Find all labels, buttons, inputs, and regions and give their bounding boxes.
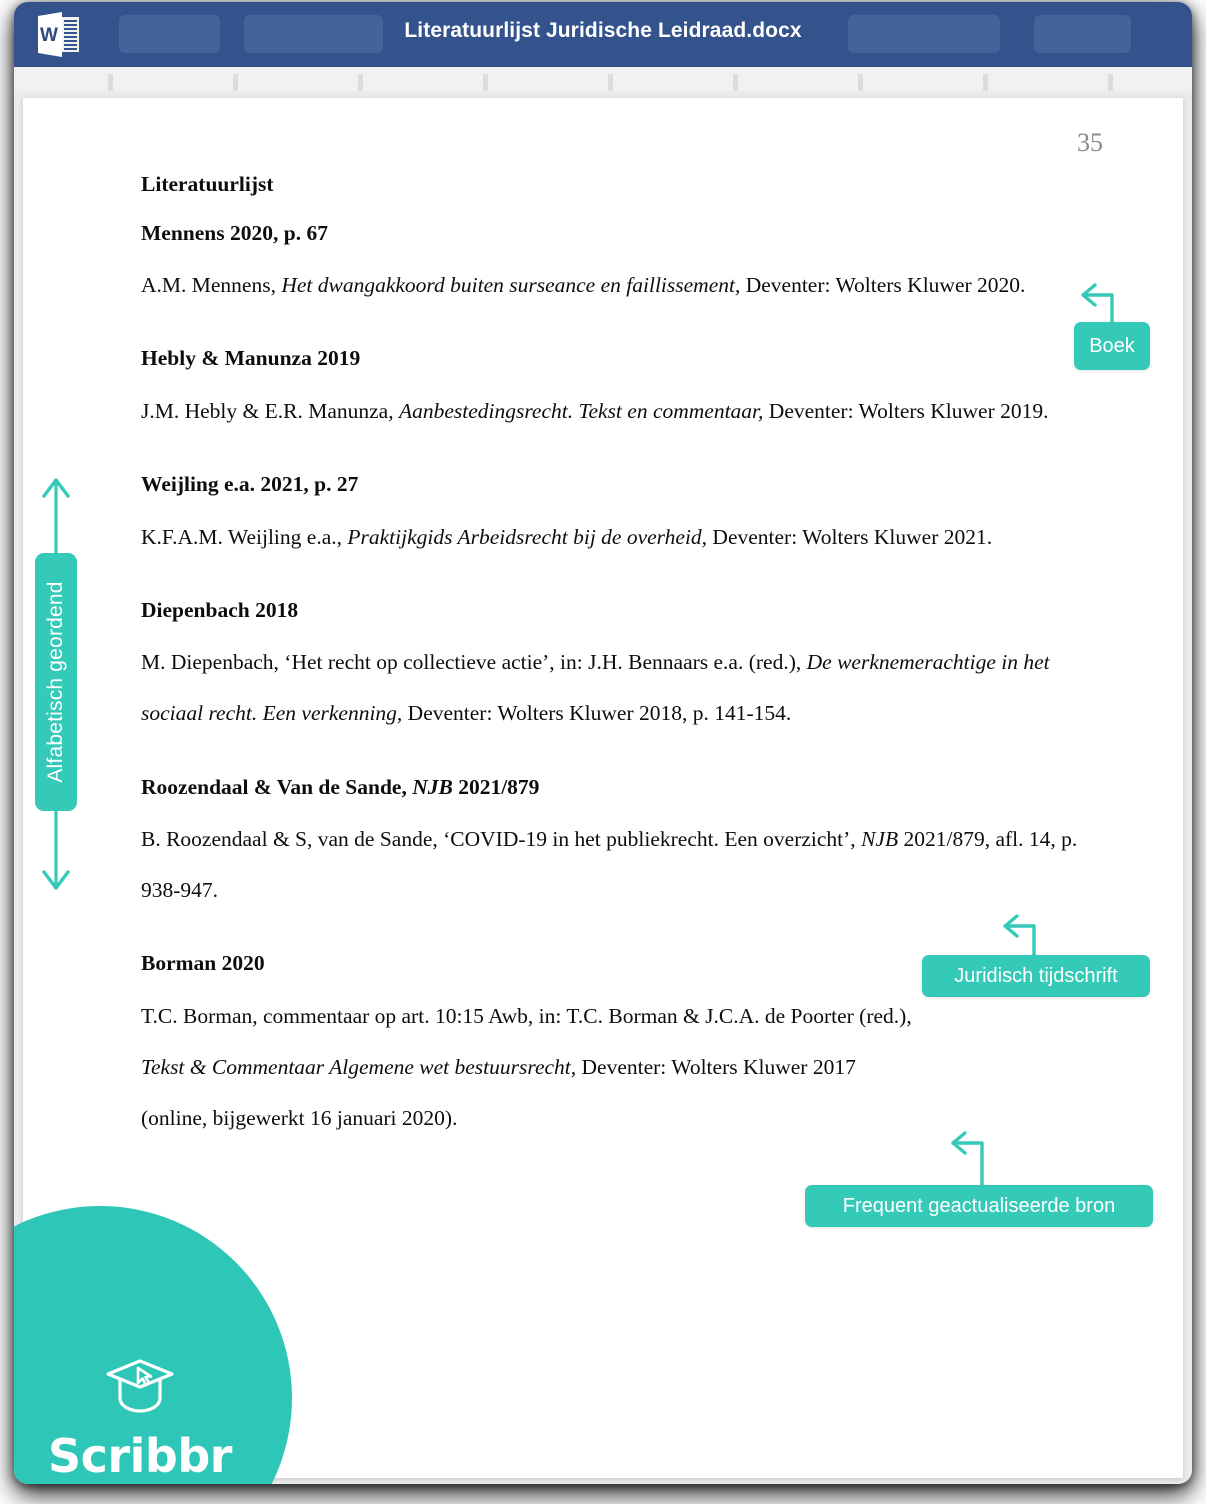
entry-title: Roozendaal & Van de Sande, NJB 2021/879: [141, 774, 540, 799]
word-application-window: [14, 2, 1192, 1484]
section-heading: Literatuurlijst: [141, 172, 274, 196]
toolbar-placeholder-2[interactable]: [244, 15, 383, 53]
badge-boek: [1074, 322, 1150, 370]
bibliography-entry: [141, 222, 1116, 312]
entry-text: T.C. Borman, commentaar op art. 10:15 Awb, in: T.C. Borman & J.C.A. de Poorter (red.), Tekst & Commentaar Algemene wet bestuursrecht, Deventer: Wolters Kluwer 2017 (online, bijgewerkt 16 januari 2020).: [141, 1003, 912, 1131]
ruler-tick: [608, 74, 613, 91]
entry-title: Weijling e.a. 2021, p. 27: [141, 471, 359, 496]
juridisch-tijdschrift-callout-arrow: [1000, 913, 1056, 961]
bibliography-entry: [141, 347, 1116, 437]
toolbar-placeholder-1[interactable]: [119, 15, 220, 53]
entry-text: M. Diepenbach, ‘Het recht op collectieve actie’, in: J.H. Bennaars e.a. (red.), De werknemerachtige in het sociaal recht. Een verkenning, Deventer: Wolters Kluwer 2018, p. 141-154.: [141, 650, 1050, 726]
entry-text: B. Roozendaal & S, van de Sande, ‘COVID-19 in het publiekrecht. Een overzicht’, NJB 2021/879, afl. 14, p. 938-947.: [141, 827, 1078, 903]
ruler-tick: [733, 74, 738, 91]
ruler-tick: [983, 74, 988, 91]
bibliography-entry: [141, 473, 1116, 563]
scribbr-logo-inner: [40, 1356, 240, 1483]
ruler-tick: [858, 74, 863, 91]
document-body[interactable]: [141, 174, 1116, 1144]
document-canvas[interactable]: [14, 91, 1192, 1484]
entry-text: J.M. Hebly & E.R. Manunza, Aanbestedingsrecht. Tekst en commentaar, Deventer: Wolters Kluwer 2019.: [141, 398, 1049, 423]
ruler-tick: [358, 74, 363, 91]
ruler-tick: [1108, 74, 1113, 91]
toolbar-placeholder-3[interactable]: [848, 15, 1000, 53]
title-bar: [14, 2, 1192, 67]
badge-label: Boek: [1089, 334, 1135, 357]
badge-label: Juridisch tijdschrift: [954, 964, 1118, 987]
badge-label: Frequent geactualiseerde bron: [842, 1194, 1116, 1217]
graduation-cap-cursor-icon: [104, 1356, 176, 1418]
badge-frequent-geactualiseerde-bron: [805, 1185, 1153, 1227]
page-number: 35: [1077, 128, 1103, 157]
badge-juridisch-tijdschrift: [922, 955, 1150, 997]
entry-title: Diepenbach 2018: [141, 597, 299, 622]
scribbr-wordmark: Scribbr: [48, 1429, 232, 1483]
ruler-tick: [108, 74, 113, 91]
entry-title: Hebly & Manunza 2019: [141, 346, 361, 371]
entry-text: K.F.A.M. Weijling e.a., Praktijkgids Arbeidsrecht bij de overheid, Deventer: Wolters Kluwer 2021.: [141, 524, 993, 549]
svg-text:W: W: [40, 25, 58, 46]
bibliography-entry: [141, 599, 1116, 740]
annotation-label: Alfabetisch geordend: [44, 581, 67, 783]
ruler-tick: [483, 74, 488, 91]
frequent-geactualiseerde-bron-callout-arrow: [948, 1130, 1004, 1190]
annotation-alfabetisch-geordend: [35, 553, 77, 811]
entry-title: Borman 2020: [141, 951, 265, 976]
entry-text: A.M. Mennens, Het dwangakkoord buiten surseance en faillissement, Deventer: Wolters Kluwer 2020.: [141, 273, 1026, 298]
word-document-icon: [34, 11, 84, 58]
bibliography-entry: [141, 776, 1116, 917]
entry-title: Mennens 2020, p. 67: [141, 220, 328, 245]
document-title: Literatuurlijst Juridische Leidraad.docx: [404, 19, 802, 42]
toolbar-placeholder-4[interactable]: [1034, 15, 1131, 53]
ruler-tick: [233, 74, 238, 91]
document-ruler[interactable]: [14, 67, 1192, 91]
